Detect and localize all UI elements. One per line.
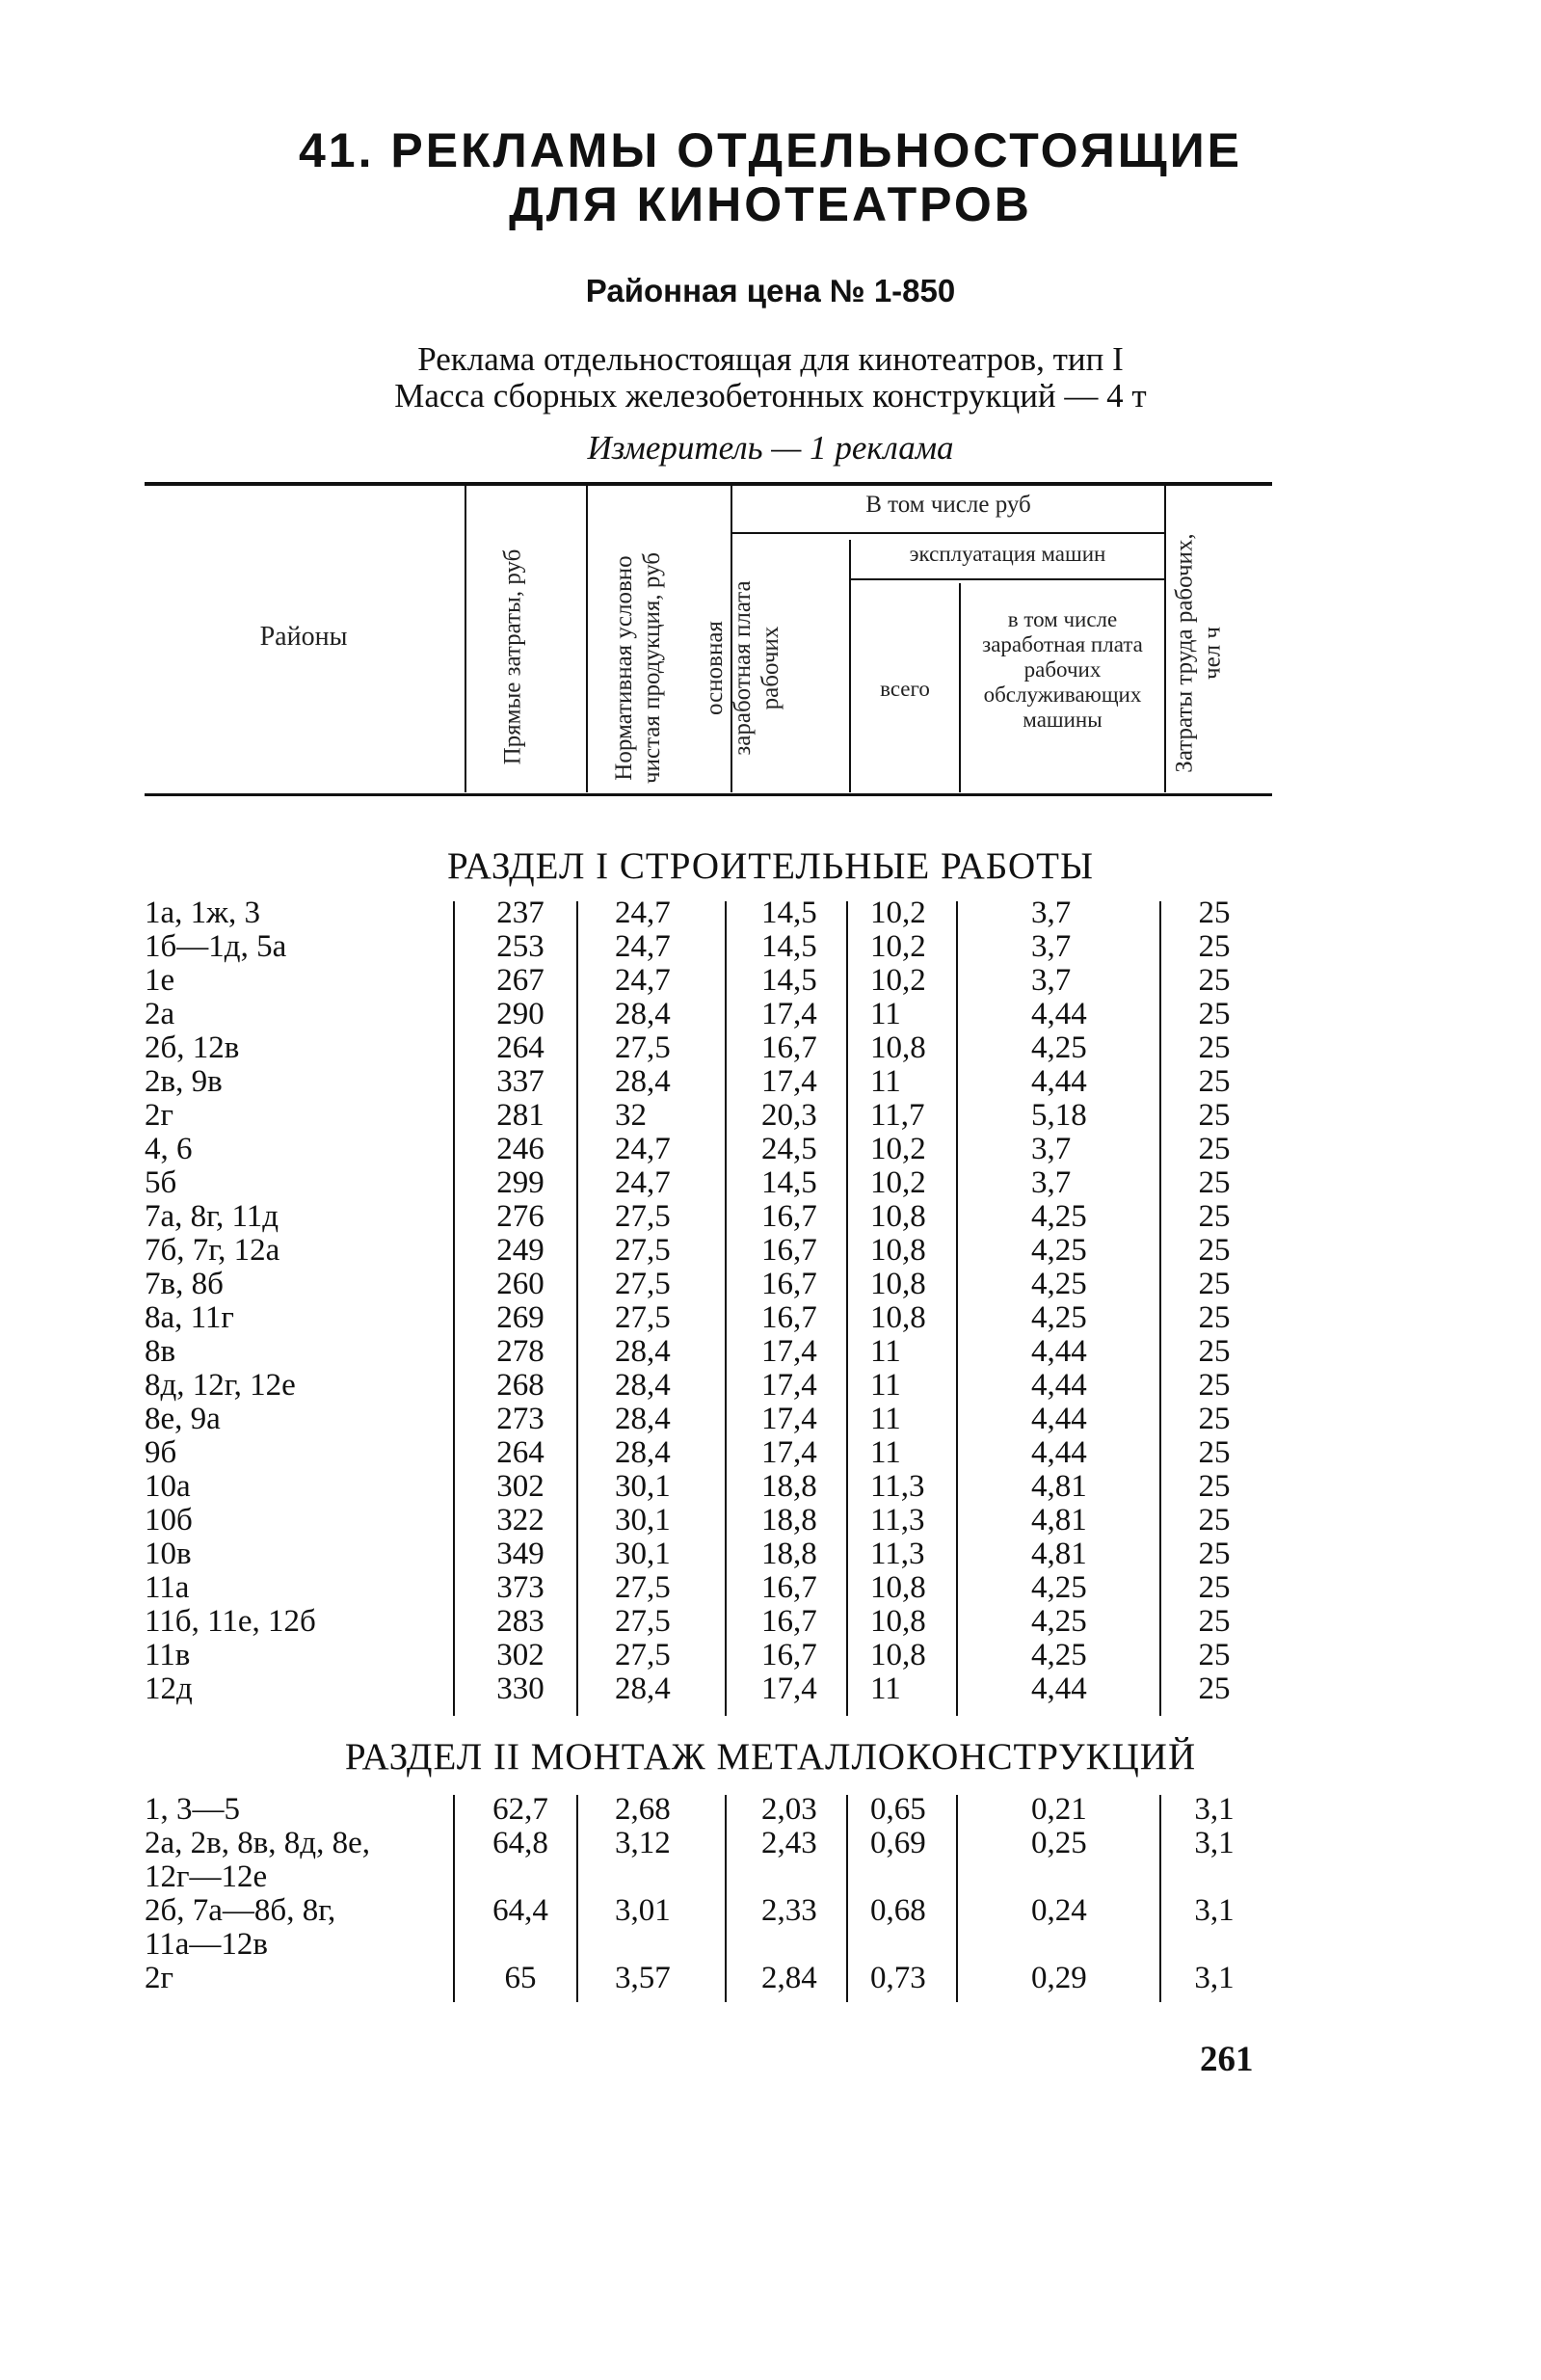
cell-region: 10б — [145, 1503, 193, 1538]
cell-machine-wage: 0,25 — [1031, 1826, 1087, 1860]
table-row — [0, 896, 1541, 930]
cell-base-wage: 16,7 — [761, 1199, 817, 1234]
cell-base-wage: 18,8 — [761, 1503, 817, 1538]
cell-region: 1, 3—5 — [145, 1792, 240, 1827]
cell-normative: 24,7 — [615, 1132, 671, 1166]
cell-machine-wage: 4,44 — [1031, 1671, 1087, 1706]
cell-direct-costs: 290 — [496, 997, 545, 1031]
cell-region: 2г — [145, 1961, 174, 1995]
cell-machine-wage: 4,25 — [1031, 1267, 1087, 1301]
cell-machine-total: 11,7 — [870, 1098, 925, 1133]
cell-normative: 28,4 — [615, 1368, 671, 1403]
cell-region: 7в, 8б — [145, 1267, 224, 1301]
cell-labor: 25 — [1198, 1604, 1231, 1639]
cell-direct-costs: 237 — [496, 896, 545, 930]
cell-machine-total: 0,73 — [870, 1961, 926, 1995]
cell-region: 8е, 9а — [145, 1402, 221, 1436]
cell-machine-total: 10,2 — [870, 896, 926, 930]
cell-labor: 25 — [1198, 1233, 1231, 1268]
table-row — [0, 998, 1541, 1031]
cell-normative: 24,7 — [615, 963, 671, 998]
cell-machine-total: 10,8 — [870, 1638, 926, 1672]
cell-labor: 25 — [1198, 1638, 1231, 1672]
cell-machine-total: 11 — [870, 1435, 901, 1470]
table-row — [0, 1793, 1541, 1827]
cell-machine-total: 10,2 — [870, 1165, 926, 1200]
cell-region: 1е — [145, 963, 175, 998]
cell-normative: 27,5 — [615, 1267, 671, 1301]
table-row — [0, 1133, 1541, 1166]
cell-region: 2б, 12в — [145, 1030, 240, 1065]
cell-machine-total: 11,3 — [870, 1469, 925, 1504]
table-row — [0, 1605, 1541, 1639]
cell-region: 1б—1д, 5а — [145, 929, 287, 964]
cell-normative: 27,5 — [615, 1199, 671, 1234]
cell-region: 7б, 7г, 12а — [145, 1233, 280, 1268]
header-base-wage: основная заработная плата рабочих — [702, 580, 784, 756]
cell-direct-costs: 330 — [496, 1671, 545, 1706]
cell-direct-costs: 337 — [496, 1064, 545, 1099]
cell-direct-costs: 322 — [496, 1503, 545, 1538]
col-divider-6 — [1164, 486, 1166, 792]
cell-base-wage: 17,4 — [761, 1064, 817, 1099]
header-normative: Нормативная условно чистая продукция, руб — [611, 552, 665, 784]
header-machine-ops: эксплуатация машин — [909, 542, 1106, 566]
cell-machine-total: 10,8 — [870, 1199, 926, 1234]
cell-region: 8д, 12г, 12е — [145, 1368, 296, 1403]
cell-region: 1а, 1ж, 3 — [145, 896, 260, 930]
cell-base-wage: 2,33 — [761, 1893, 817, 1928]
cell-machine-total: 10,2 — [870, 929, 926, 964]
cell-base-wage: 2,43 — [761, 1826, 817, 1860]
cell-machine-wage: 5,18 — [1031, 1098, 1087, 1133]
cell-direct-costs: 349 — [496, 1537, 545, 1571]
cell-region: 2г — [145, 1098, 174, 1133]
cell-region: 11в — [145, 1638, 191, 1672]
cell-machine-wage: 4,25 — [1031, 1604, 1087, 1639]
cell-normative: 28,4 — [615, 1435, 671, 1470]
cell-machine-total: 10,8 — [870, 1267, 926, 1301]
table-row — [0, 1031, 1541, 1065]
cell-machine-total: 10,8 — [870, 1030, 926, 1065]
cell-normative: 3,57 — [615, 1961, 671, 1995]
cell-base-wage: 17,4 — [761, 997, 817, 1031]
title-line-2: ДЛЯ КИНОТЕАТРОВ — [509, 177, 1032, 231]
header-regions: Районы — [259, 622, 348, 652]
cell-region: 9б — [145, 1435, 177, 1470]
table-row — [0, 1538, 1541, 1571]
cell-labor: 25 — [1198, 1469, 1231, 1504]
cell-machine-wage: 3,7 — [1031, 1165, 1072, 1200]
cell-region: 2б, 7а—8б, 8г, — [145, 1893, 336, 1928]
cell-normative: 24,7 — [615, 929, 671, 964]
table-row — [0, 1470, 1541, 1504]
cell-direct-costs: 264 — [496, 1030, 545, 1065]
cell-direct-costs: 246 — [496, 1132, 545, 1166]
table-row — [0, 1234, 1541, 1268]
cell-machine-total: 10,8 — [870, 1604, 926, 1639]
cell-base-wage: 20,3 — [761, 1098, 817, 1133]
col-divider-1 — [465, 486, 466, 792]
cell-normative: 30,1 — [615, 1469, 671, 1504]
cell-direct-costs: 260 — [496, 1267, 545, 1301]
cell-machine-wage: 4,44 — [1031, 1334, 1087, 1369]
description-line-2: Масса сборных железобетонных конструкций — 4 т — [394, 377, 1147, 414]
cell-direct-costs: 264 — [496, 1435, 545, 1470]
cell-machine-total: 11 — [870, 1671, 901, 1706]
cell-labor: 3,1 — [1194, 1893, 1235, 1928]
table-row — [0, 1166, 1541, 1200]
cell-labor: 3,1 — [1194, 1792, 1235, 1827]
cell-normative: 27,5 — [615, 1030, 671, 1065]
cell-direct-costs: 65 — [504, 1961, 537, 1995]
cell-normative: 28,4 — [615, 1671, 671, 1706]
cell-labor: 25 — [1198, 1267, 1231, 1301]
header-bottom-rule — [145, 793, 1272, 796]
cell-direct-costs: 269 — [496, 1300, 545, 1335]
cell-normative: 27,5 — [615, 1570, 671, 1605]
cell-normative: 24,7 — [615, 896, 671, 930]
cell-normative: 28,4 — [615, 1402, 671, 1436]
header-total: всего — [880, 677, 930, 701]
cell-labor: 25 — [1198, 1570, 1231, 1605]
description-line-1: Реклама отдельностоящая для кинотеатров, тип I — [417, 340, 1124, 378]
cell-machine-total: 10,8 — [870, 1300, 926, 1335]
cell-direct-costs: 268 — [496, 1368, 545, 1403]
table-row — [0, 1639, 1541, 1672]
table-row — [0, 1099, 1541, 1133]
table-row — [0, 1827, 1541, 1894]
cell-labor: 3,1 — [1194, 1961, 1235, 1995]
cell-normative: 2,68 — [615, 1792, 671, 1827]
table-row — [0, 1672, 1541, 1706]
cell-base-wage: 16,7 — [761, 1233, 817, 1268]
cell-region: 4, 6 — [145, 1132, 193, 1166]
cell-labor: 25 — [1198, 1098, 1231, 1133]
cell-region: 2а — [145, 997, 175, 1031]
table-row — [0, 1065, 1541, 1099]
table-row — [0, 1962, 1541, 1995]
cell-machine-wage: 3,7 — [1031, 896, 1072, 930]
cell-labor: 25 — [1198, 896, 1231, 930]
cell-base-wage: 16,7 — [761, 1267, 817, 1301]
cell-machine-wage: 4,81 — [1031, 1469, 1087, 1504]
cell-machine-wage: 3,7 — [1031, 963, 1072, 998]
cell-direct-costs: 283 — [496, 1604, 545, 1639]
cell-base-wage: 16,7 — [761, 1604, 817, 1639]
measure-label: Измеритель — 1 реклама — [587, 429, 954, 467]
cell-machine-total: 0,65 — [870, 1792, 926, 1827]
cell-machine-wage: 3,7 — [1031, 929, 1072, 964]
cell-normative: 30,1 — [615, 1537, 671, 1571]
cell-region: 10в — [145, 1537, 192, 1571]
cell-machine-wage: 0,24 — [1031, 1893, 1087, 1928]
cell-labor: 3,1 — [1194, 1826, 1235, 1860]
cell-machine-wage: 4,44 — [1031, 1064, 1087, 1099]
cell-base-wage: 17,4 — [761, 1671, 817, 1706]
cell-normative: 27,5 — [615, 1300, 671, 1335]
cell-base-wage: 14,5 — [761, 929, 817, 964]
cell-machine-total: 11 — [870, 1368, 901, 1403]
cell-region: 11б, 11е, 12б — [145, 1604, 316, 1639]
cell-labor: 25 — [1198, 1165, 1231, 1200]
cell-machine-wage: 0,29 — [1031, 1961, 1087, 1995]
cell-direct-costs: 302 — [496, 1469, 545, 1504]
cell-region: 7а, 8г, 11д — [145, 1199, 279, 1234]
section-2-rows — [0, 1793, 1541, 1995]
cell-direct-costs: 302 — [496, 1638, 545, 1672]
cell-region: 8в — [145, 1334, 176, 1369]
cell-direct-costs: 249 — [496, 1233, 545, 1268]
table-row — [0, 1436, 1541, 1470]
cell-base-wage: 24,5 — [761, 1132, 817, 1166]
header-labor: Затраты труда рабочих, чел ч — [1171, 533, 1226, 773]
cell-region-continued: 12г—12е — [145, 1859, 268, 1894]
section-2-title: РАЗДЕЛ II МОНТАЖ МЕТАЛЛОКОНСТРУКЦИЙ — [344, 1736, 1197, 1778]
cell-machine-wage: 4,25 — [1031, 1638, 1087, 1672]
table-row — [0, 1403, 1541, 1436]
price-label: Районная цена № 1-850 — [585, 273, 956, 308]
cell-labor: 25 — [1198, 1334, 1231, 1369]
cell-machine-wage: 0,21 — [1031, 1792, 1087, 1827]
cell-normative: 27,5 — [615, 1233, 671, 1268]
cell-labor: 25 — [1198, 1671, 1231, 1706]
section-1-rows — [0, 896, 1541, 1706]
table-row — [0, 1200, 1541, 1234]
table-row — [0, 1369, 1541, 1403]
cell-normative: 28,4 — [615, 997, 671, 1031]
cell-machine-wage: 4,25 — [1031, 1199, 1087, 1234]
cell-machine-wage: 3,7 — [1031, 1132, 1072, 1166]
cell-machine-total: 11 — [870, 1402, 901, 1436]
cell-normative: 3,01 — [615, 1893, 671, 1928]
table-row — [0, 1268, 1541, 1301]
cell-normative: 24,7 — [615, 1165, 671, 1200]
cell-normative: 28,4 — [615, 1334, 671, 1369]
cell-region: 10а — [145, 1469, 191, 1504]
cell-machine-wage: 4,25 — [1031, 1233, 1087, 1268]
cell-machine-wage: 4,25 — [1031, 1030, 1087, 1065]
cell-labor: 25 — [1198, 1132, 1231, 1166]
table-row — [0, 1335, 1541, 1369]
cell-region-continued: 11а—12в — [145, 1927, 269, 1962]
cell-base-wage: 18,8 — [761, 1537, 817, 1571]
cell-region: 12д — [145, 1671, 193, 1706]
cell-direct-costs: 276 — [496, 1199, 545, 1234]
cell-labor: 25 — [1198, 1064, 1231, 1099]
cell-direct-costs: 253 — [496, 929, 545, 964]
cell-labor: 25 — [1198, 997, 1231, 1031]
section-1-title: РАЗДЕЛ I СТРОИТЕЛЬНЫЕ РАБОТЫ — [447, 845, 1094, 887]
subheader-rule-2 — [851, 578, 1164, 580]
cell-labor: 25 — [1198, 963, 1231, 998]
cell-labor: 25 — [1198, 1402, 1231, 1436]
cell-machine-total: 11 — [870, 1334, 901, 1369]
cell-base-wage: 17,4 — [761, 1435, 817, 1470]
cell-base-wage: 16,7 — [761, 1638, 817, 1672]
table-row — [0, 1894, 1541, 1962]
cell-base-wage: 18,8 — [761, 1469, 817, 1504]
cell-region: 5б — [145, 1165, 177, 1200]
cell-direct-costs: 281 — [496, 1098, 545, 1133]
cell-base-wage: 17,4 — [761, 1402, 817, 1436]
cell-machine-total: 10,2 — [870, 1132, 926, 1166]
cell-base-wage: 17,4 — [761, 1334, 817, 1369]
cell-direct-costs: 373 — [496, 1570, 545, 1605]
cell-machine-total: 10,8 — [870, 1233, 926, 1268]
table-row — [0, 1571, 1541, 1605]
cell-labor: 25 — [1198, 1503, 1231, 1538]
cell-direct-costs: 64,4 — [492, 1893, 548, 1928]
cell-direct-costs: 278 — [496, 1334, 545, 1369]
cell-labor: 25 — [1198, 1537, 1231, 1571]
cell-normative: 27,5 — [615, 1638, 671, 1672]
page-number: 261 — [1200, 2040, 1254, 2079]
cell-base-wage: 17,4 — [761, 1368, 817, 1403]
cell-base-wage: 14,5 — [761, 1165, 817, 1200]
cell-machine-total: 0,68 — [870, 1893, 926, 1928]
cell-base-wage: 16,7 — [761, 1570, 817, 1605]
cell-machine-wage: 4,25 — [1031, 1300, 1087, 1335]
cell-labor: 25 — [1198, 1368, 1231, 1403]
cell-base-wage: 16,7 — [761, 1030, 817, 1065]
cell-direct-costs: 267 — [496, 963, 545, 998]
cell-direct-costs: 62,7 — [492, 1792, 548, 1827]
cell-region: 8а, 11г — [145, 1300, 234, 1335]
cell-region: 2в, 9в — [145, 1064, 223, 1099]
cell-machine-total: 11 — [870, 1064, 901, 1099]
cell-machine-wage: 4,44 — [1031, 1402, 1087, 1436]
cell-normative: 28,4 — [615, 1064, 671, 1099]
cell-machine-wage: 4,44 — [1031, 1368, 1087, 1403]
cell-machine-wage: 4,81 — [1031, 1537, 1087, 1571]
cell-machine-total: 11,3 — [870, 1503, 925, 1538]
cell-base-wage: 2,84 — [761, 1961, 817, 1995]
header-machine-wage: в том числе заработная плата рабочих обслуживающих машины — [982, 607, 1143, 732]
cell-direct-costs: 299 — [496, 1165, 545, 1200]
title-line-1: 41. РЕКЛАМЫ ОТДЕЛЬНОСТОЯЩИЕ — [298, 123, 1243, 177]
cell-labor: 25 — [1198, 1300, 1231, 1335]
cell-region: 2а, 2в, 8в, 8д, 8е, — [145, 1826, 370, 1860]
cell-labor: 25 — [1198, 1435, 1231, 1470]
cell-machine-total: 10,2 — [870, 963, 926, 998]
cell-machine-wage: 4,44 — [1031, 997, 1087, 1031]
cell-machine-wage: 4,25 — [1031, 1570, 1087, 1605]
header-including: В том числе руб — [865, 492, 1031, 518]
cell-machine-total: 0,69 — [870, 1826, 926, 1860]
col-divider-2 — [586, 486, 588, 792]
table-row — [0, 1504, 1541, 1538]
table-row — [0, 1301, 1541, 1335]
cell-normative: 27,5 — [615, 1604, 671, 1639]
cell-labor: 25 — [1198, 1199, 1231, 1234]
cell-machine-total: 11,3 — [870, 1537, 925, 1571]
cell-machine-wage: 4,44 — [1031, 1435, 1087, 1470]
cell-normative: 30,1 — [615, 1503, 671, 1538]
cell-direct-costs: 64,8 — [492, 1826, 548, 1860]
table-row — [0, 964, 1541, 998]
header-direct-costs: Прямые затраты, руб — [499, 548, 526, 765]
cell-machine-total: 10,8 — [870, 1570, 926, 1605]
cell-base-wage: 14,5 — [761, 963, 817, 998]
cell-region: 11а — [145, 1570, 190, 1605]
cell-direct-costs: 273 — [496, 1402, 545, 1436]
cell-normative: 32 — [615, 1098, 647, 1133]
cell-base-wage: 2,03 — [761, 1792, 817, 1827]
header-top-rule — [145, 482, 1272, 486]
cell-base-wage: 16,7 — [761, 1300, 817, 1335]
subheader-rule-1 — [732, 532, 1164, 534]
col-divider-5 — [959, 583, 961, 792]
cell-base-wage: 14,5 — [761, 896, 817, 930]
cell-labor: 25 — [1198, 929, 1231, 964]
cell-machine-total: 11 — [870, 997, 901, 1031]
table-row — [0, 930, 1541, 964]
cell-normative: 3,12 — [615, 1826, 671, 1860]
cell-machine-wage: 4,81 — [1031, 1503, 1087, 1538]
cell-labor: 25 — [1198, 1030, 1231, 1065]
